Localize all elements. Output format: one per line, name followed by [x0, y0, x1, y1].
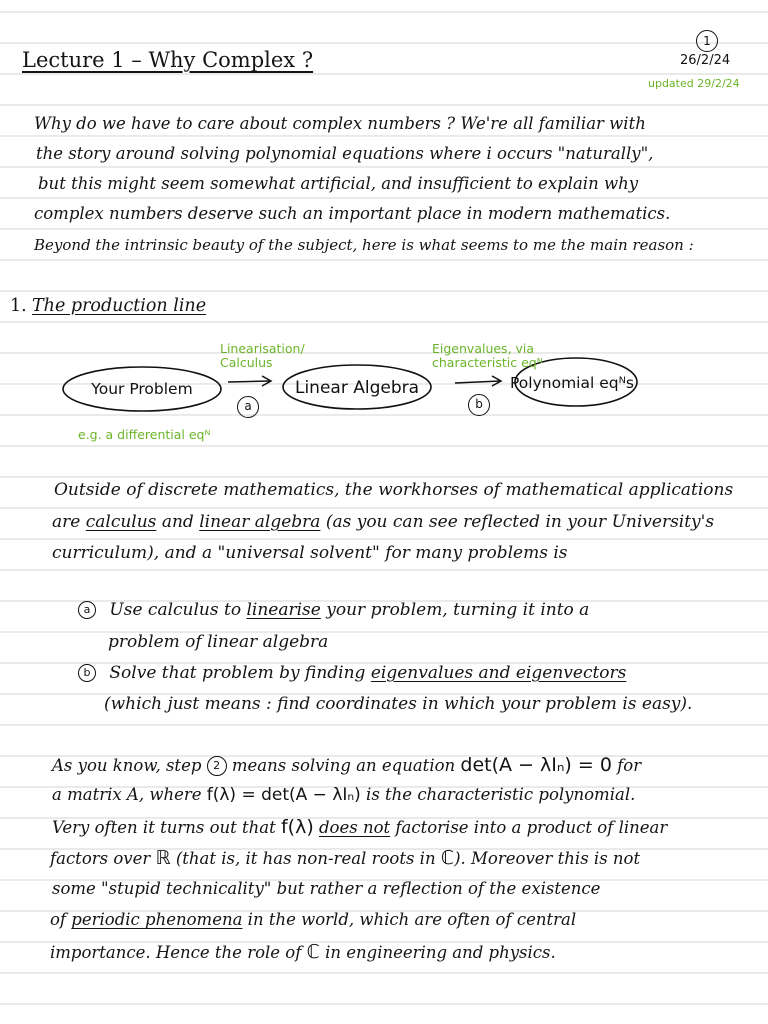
arrow-b-line [455, 381, 500, 383]
char-poly-def: f(λ) = det(A − λIₙ) [206, 785, 361, 805]
intro-line-4: complex numbers deserve such an important place in modern mathematics. [34, 204, 671, 223]
node-linear-algebra: Linear Algebra [294, 378, 420, 398]
step-2-mark: 2 [207, 756, 227, 776]
para3-text: As you know, step [52, 756, 207, 775]
arrow-a-mark: a [237, 396, 259, 418]
section-title: The production line [32, 296, 207, 316]
para3-text: in the world, which are often of central [242, 910, 577, 929]
node-polynomial-eqns: Polynomial eqᴺs [510, 374, 634, 392]
eigen-term: eigenvalues and eigenvectors [370, 663, 627, 683]
para3-text: factorise into a product of linear [390, 818, 668, 837]
para3-text: importance. Hence the role of [50, 943, 307, 962]
para3-text: means solving an equation [226, 756, 461, 775]
para3-line-2 [52, 785, 635, 805]
para3-line-1 [52, 754, 641, 776]
page-number: 1 [696, 30, 718, 52]
para3-line-3 [52, 816, 667, 838]
calculus-term: calculus [85, 512, 157, 532]
para3-line-5: some "stupid technicality" but rather a reflection of the existence [52, 879, 601, 898]
para3-text: factors over [50, 849, 156, 868]
does-not-term: does not [319, 818, 391, 837]
page-title: Lecture 1 – Why Complex ? [22, 48, 314, 72]
para3-text: (that is, it has non-real roots in [170, 849, 441, 868]
para3-text: a matrix A, where [52, 785, 207, 804]
para3-text: Very often it turns out that [52, 818, 281, 837]
step-a-line-1 [78, 600, 589, 620]
para2-line-2 [52, 512, 714, 532]
f-lambda: f(λ) [280, 816, 314, 838]
linear-algebra-term: linear algebra [199, 512, 321, 532]
node-your-problem: Your Problem [91, 380, 193, 398]
step-b-text: Solve that problem by finding [109, 663, 371, 683]
periodic-phenomena-term: periodic phenomena [71, 910, 243, 929]
step-a-line-2: problem of linear algebra [108, 632, 329, 652]
para3-line-4 [50, 847, 640, 869]
para3-line-6 [50, 910, 576, 929]
step-a-text: Use calculus to [109, 600, 247, 620]
section-number: 1. [10, 296, 27, 316]
lecture-date: 26/2/24 [680, 53, 731, 68]
step-b-mark: b [78, 664, 96, 682]
para3-text: in engineering and physics. [319, 943, 556, 962]
complex-symbol: ℂ [306, 941, 320, 963]
complex-symbol: ℂ [440, 847, 455, 869]
intro-line-5: Beyond the intrinsic beauty of the subject, here is what seems to me the main reason : [34, 236, 694, 254]
step-b-line-1 [78, 663, 626, 683]
para2-text: (as you can see reflected in your University's [320, 512, 715, 532]
reals-symbol: ℝ [155, 847, 171, 869]
para2-text: and [156, 512, 200, 532]
para3-text: ). Moreover this is not [454, 849, 641, 868]
para3-text: is the characteristic polynomial. [360, 785, 636, 804]
para2-line-1: Outside of discrete mathematics, the workhorses of mathematical applications [54, 480, 734, 500]
para2-line-3: curriculum), and a "universal solvent" for many problems is [52, 543, 568, 563]
para3-text: for [611, 756, 642, 775]
arrow-b-mark: b [468, 394, 490, 416]
step-a-mark: a [78, 601, 96, 619]
updated-date: updated 29/2/24 [648, 77, 740, 90]
para3-line-7 [50, 941, 556, 963]
intro-line-3: but this might seem somewhat artificial, and insufficient to explain why [38, 174, 639, 193]
intro-line-2: the story around solving polynomial equations where i occurs "naturally", [36, 144, 654, 163]
linearise-term: linearise [246, 600, 321, 620]
intro-line-1: Why do we have to care about complex numbers ? We're all familiar with [34, 114, 646, 133]
arrow-a-label: Linearisation/ Calculus [220, 341, 305, 370]
step-a-text: your problem, turning it into a [320, 600, 590, 620]
para2-text: are [52, 512, 86, 532]
example-note: e.g. a differential eqᴺ [78, 427, 211, 442]
det-equation: det(A − λIₙ) = 0 [460, 754, 612, 776]
step-b-line-2: (which just means : find coordinates in which your problem is easy). [104, 694, 693, 714]
arrow-b-label: Eigenvalues, via characteristic eqᴺ [432, 341, 543, 370]
arrow-a-line [228, 381, 270, 382]
para3-text: of [50, 910, 72, 929]
